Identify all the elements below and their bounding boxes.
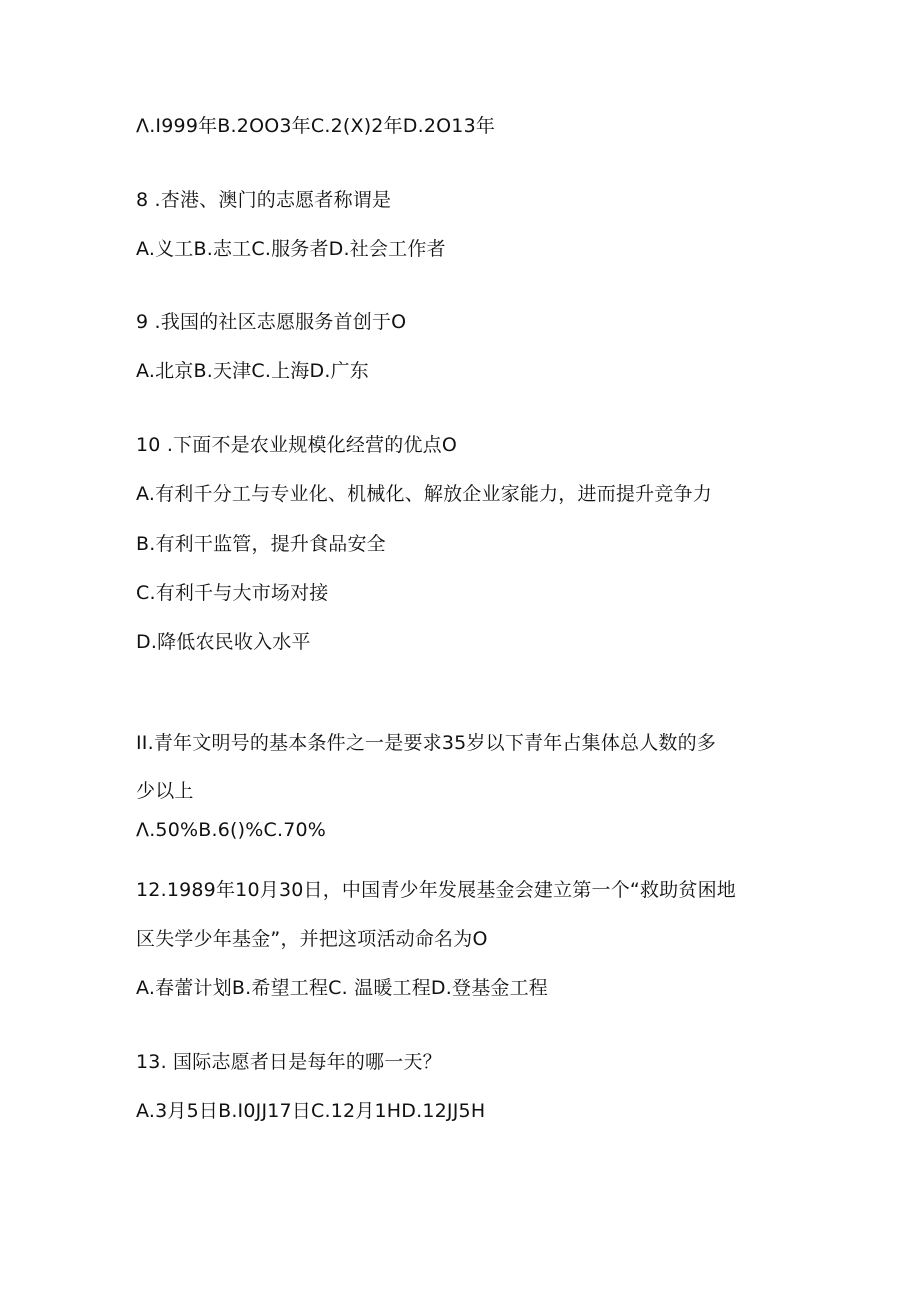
q11-options: Λ.50%B.6()%C.70% — [136, 819, 327, 841]
q12-question-line-1: 12.1989年10月30日，中国青少年发展基金会建立第一个“救助贫困地 — [136, 879, 736, 901]
q8-options: A.义工B.志工C.服务者D.社会工作者 — [136, 238, 446, 260]
q13-options: A.3月5日B.I0JJ17日C.12月1HD.12JJ5H — [136, 1100, 486, 1122]
q9-options: A.北京B.天津C.上海D.广东 — [136, 360, 369, 382]
q9-question: 9 .我国的社区志愿服务首创于O — [136, 311, 407, 333]
q10-option-d: D.降低农民收入水平 — [136, 631, 311, 653]
q10-option-c: C.有利千与大市场对接 — [136, 582, 329, 604]
q7-options: Λ.I999年B.2OO3年C.2(X)2年D.2O13年 — [136, 115, 496, 137]
q12-question-line-2: 区失学少年基金”，并把这项活动命名为O — [136, 928, 488, 950]
q10-option-b: B.有利干监管，提升食品安全 — [136, 533, 386, 555]
q12-options: A.春蕾计划B.希望工程C. 温暖工程D.登基金工程 — [136, 977, 548, 999]
q11-question-line-1: II.青年文明号的基本条件之一是要求35岁以下青年占集体总人数的多 — [136, 732, 717, 754]
q11-question-line-2: 少以上 — [136, 780, 194, 802]
q10-question: 10 .下面不是农业规模化经营的优点O — [136, 434, 458, 456]
q8-question: 8 .杏港、澳门的志愿者称谓是 — [136, 189, 392, 211]
q10-option-a: A.有利千分工与专业化、机械化、解放企业家能力，进而提升竞争力 — [136, 483, 712, 505]
q13-question: 13. 国际志愿者日是每年的哪一天？ — [136, 1051, 442, 1073]
